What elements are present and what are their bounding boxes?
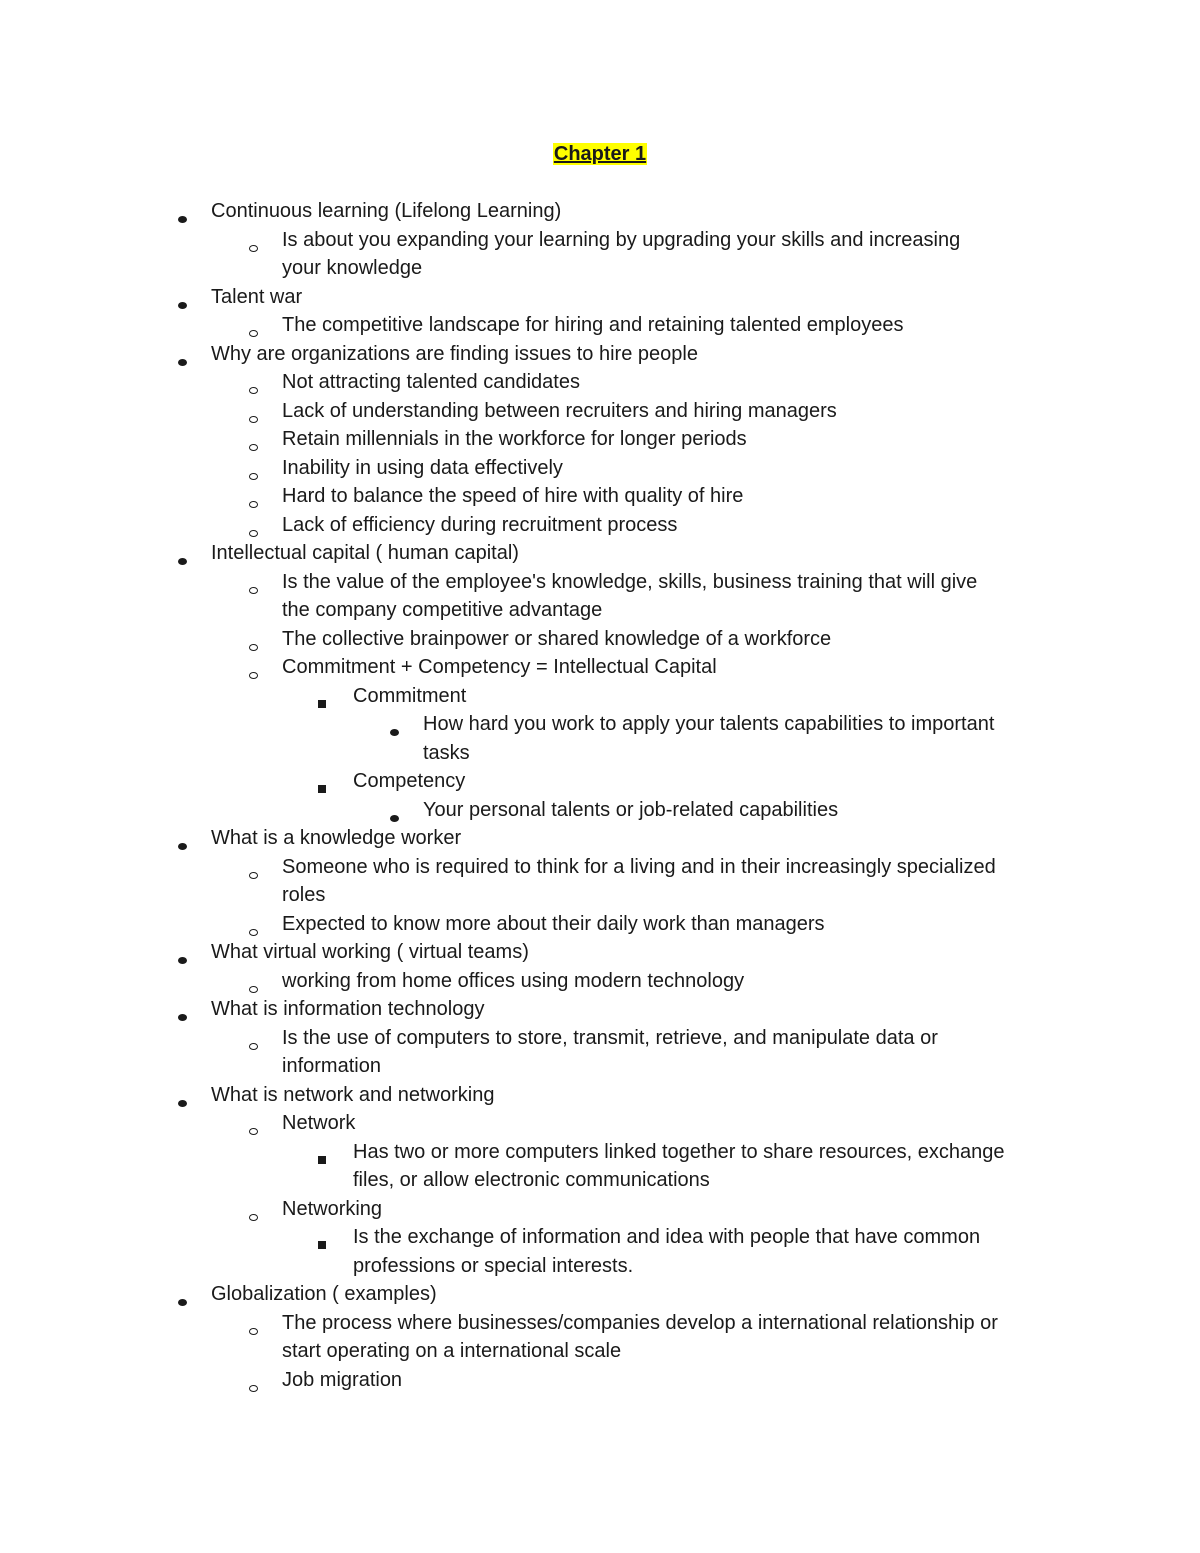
list-item: Not attracting talented candidates [282, 371, 580, 393]
page-title [0, 139, 1200, 169]
bullet-disc-icon [178, 549, 187, 569]
list-item: The process where businesses/companies develop a international relationship or [282, 1311, 998, 1334]
bullet-circle-icon [249, 321, 258, 341]
list-item: Networking [282, 1197, 383, 1220]
bullet-circle-icon [249, 1205, 258, 1225]
bullet-circle-icon [249, 863, 258, 883]
bullet-circle-icon [249, 977, 258, 997]
bullet-square-icon [318, 777, 326, 797]
list-item-continuation: the company competitive advantage [282, 599, 603, 621]
list-item: Retain millennials in the workforce for longer periods [282, 428, 747, 450]
bullet-circle-icon [249, 1319, 258, 1339]
bullet-circle-icon [249, 464, 258, 484]
list-item: Has two or more computers linked together to share resources, exchange [353, 1140, 1005, 1163]
bullet-disc-icon [390, 806, 399, 826]
list-item: Commitment + Competency = Intellectual Capital [282, 656, 717, 678]
bullet-circle-icon [249, 1119, 258, 1139]
list-item-continuation: information [282, 1055, 381, 1077]
bullet-circle-icon [249, 663, 258, 683]
list-item: Job migration [282, 1368, 403, 1391]
list-item-continuation: start operating on a international scale [282, 1340, 622, 1362]
bullet-disc-icon [178, 1091, 187, 1111]
list-item: Hard to balance the speed of hire with quality of hire [282, 485, 744, 507]
bullet-disc-icon [178, 1290, 187, 1310]
bullet-square-icon [318, 1233, 326, 1253]
list-item: Expected to know more about their daily work than managers [282, 912, 825, 935]
list-item: Competency [353, 770, 466, 792]
list-item: How hard you work to apply your talents capabilities to important [423, 713, 995, 735]
bullet-circle-icon [249, 1034, 258, 1054]
bullet-disc-icon [178, 293, 187, 313]
list-item: Inability in using data effectively [282, 456, 563, 479]
list-item: The competitive landscape for hiring and retaining talented employees [282, 314, 904, 336]
list-item-continuation: roles [282, 884, 326, 906]
list-item: Network [282, 1112, 356, 1134]
list-item: What is network and networking [211, 1083, 495, 1106]
list-item-continuation: professions or special interests. [353, 1254, 634, 1277]
list-item: Intellectual capital ( human capital) [211, 542, 519, 564]
bullet-circle-icon [249, 236, 258, 256]
bullet-circle-icon [249, 378, 258, 398]
bullet-circle-icon [249, 521, 258, 541]
list-item: What virtual working ( virtual teams) [211, 941, 529, 963]
list-item: Your personal talents or job-related capabilities [423, 798, 839, 821]
list-item: What is information technology [211, 998, 485, 1020]
list-item: Commitment [353, 684, 467, 707]
bullet-circle-icon [249, 920, 258, 940]
list-item: Why are organizations are finding issues to hire people [211, 342, 698, 365]
list-item: Someone who is required to think for a living and in their increasingly specialized [282, 855, 996, 878]
list-item: Globalization ( examples) [211, 1283, 437, 1305]
list-item: Talent war [211, 285, 303, 308]
bullet-circle-icon [249, 407, 258, 427]
bullet-circle-icon [249, 435, 258, 455]
list-item: Lack of understanding between recruiters and hiring managers [282, 399, 837, 422]
bullet-square-icon [318, 692, 326, 712]
bullet-square-icon [318, 1148, 326, 1168]
list-item: working from home offices using modern technology [282, 969, 745, 992]
list-item-continuation: your knowledge [282, 257, 423, 279]
list-item: What is a knowledge worker [211, 827, 462, 849]
list-item: The collective brainpower or shared knowledge of a workforce [282, 627, 832, 650]
list-item: Is about you expanding your learning by upgrading your skills and increasing [282, 228, 961, 251]
bullet-disc-icon [178, 1005, 187, 1025]
bullet-disc-icon [178, 350, 187, 370]
bullet-disc-icon [178, 207, 187, 227]
list-item-continuation: files, or allow electronic communications [353, 1169, 710, 1191]
chapter-heading: Chapter 1 [553, 143, 647, 165]
list-item: Continuous learning (Lifelong Learning) [211, 200, 562, 222]
bullet-circle-icon [249, 578, 258, 598]
list-item: Is the use of computers to store, transmit, retrieve, and manipulate data or [282, 1026, 938, 1049]
list-item-continuation: tasks [423, 741, 470, 764]
bullet-disc-icon [178, 834, 187, 854]
bullet-circle-icon [249, 635, 258, 655]
list-item: Lack of efficiency during recruitment process [282, 513, 678, 536]
bullet-circle-icon [249, 1376, 258, 1396]
bullet-circle-icon [249, 492, 258, 512]
list-item: Is the exchange of information and idea with people that have common [353, 1226, 981, 1248]
bullet-disc-icon [390, 720, 399, 740]
bullet-disc-icon [178, 948, 187, 968]
list-item: Is the value of the employee's knowledge, skills, business training that will give [282, 570, 978, 593]
